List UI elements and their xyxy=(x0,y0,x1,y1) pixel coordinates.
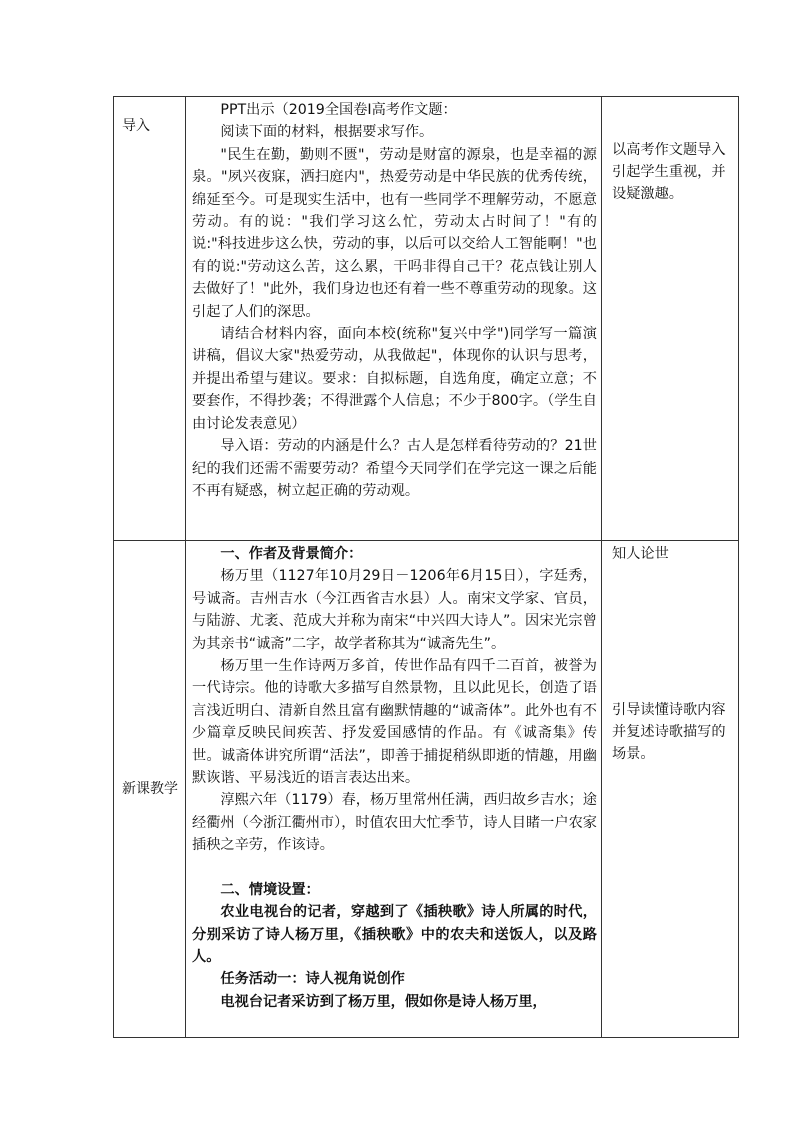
table-row-intro xyxy=(114,97,739,541)
section-2-paragraph: 农业电视台的记者，穿越到了《插秧歌》诗人所属的时代，分别采访了诗人杨万里，《插秧歌》中的农夫和送饭人，以及路人。 xyxy=(192,904,597,965)
section-2-title: 二、情境设置： xyxy=(220,881,320,898)
section-1-title: 一、作者及背景简介： xyxy=(220,546,363,562)
new-lesson-note-2: 引导读懂诗歌内容并复述诗歌描写的场景。 xyxy=(612,702,726,762)
new-lesson-content xyxy=(186,541,602,1038)
section-1-paragraph-3: 淳熙六年（1179）春，杨万里常州任满，西归故乡吉水；途经衢州（今浙江衢州市），时值农田大忙季节，诗人目睹一户农家插秧之辛劳，作该诗。 xyxy=(192,792,597,854)
intro-paragraph-2: 阅读下面的材料，根据要求写作。 xyxy=(220,124,434,141)
row-label-intro: 导入 xyxy=(114,97,186,541)
task-1-paragraph: 电视台记者采访到了杨万里，假如你是诗人杨万里， xyxy=(220,993,547,1010)
table-row-new-lesson xyxy=(114,541,739,1038)
intro-content xyxy=(186,97,602,541)
spacer xyxy=(192,857,597,879)
new-lesson-note-cell xyxy=(602,541,739,1038)
section-1-paragraph-1: 杨万里（1127年10月29日－1206年6月15日），字廷秀，号诚斋。吉州吉水（今江西省吉水县）人。南宋文学家、官员，与陆游、尤袤、范成大并称为南宋“中兴四大诗人”。因宋光宗曾为其亲书“诚斋”二字，故学者称其为“诚斋先生”。 xyxy=(192,568,597,652)
new-lesson-note-1: 知人论世 xyxy=(612,546,669,562)
row-label-new-lesson: 新课教学 xyxy=(114,541,186,1038)
section-1-paragraph-2: 杨万里一生作诗两万多首，传世作品有四千二百首，被誉为一代诗宗。他的诗歌大多描写自然景物，且以此见长，创造了语言浅近明白、清新自然且富有幽默情趣的“诚斋体”。此外也有不少篇章反映民间疾苦、抒发爱国感情的作品。有《诚斋集》传世。诚斋体讲究所谓“活法”，即善于捕捉稍纵即逝的情趣，用幽默诙谐、平易浅近的语言表达出来。 xyxy=(192,658,597,787)
task-1-title: 任务活动一：诗人视角说创作 xyxy=(220,971,405,988)
intro-paragraph-5: 导入语：劳动的内涵是什么？古人是怎样看待劳动的？21世纪的我们还需不需要劳动？希望今天同学们在学完这一课之后能不再有疑惑，树立起正确的劳动观。 xyxy=(192,438,597,499)
intro-note-cell xyxy=(602,97,739,541)
intro-paragraph-1: PPT出示（2019全国卷Ⅰ高考作文题： xyxy=(220,102,457,118)
intro-note: 以高考作文题导入引起学生重视，并设疑激趣。 xyxy=(612,142,726,202)
intro-paragraph-4: 请结合材料内容，面向本校(统称"复兴中学")同学写一篇演讲稿，倡议大家"热爱劳动，从我做起"，体现你的认识与思考，并提出希望与建议。要求：自拟标题，自选角度，确定立意；不要套作，不得抄袭；不得泄露个人信息；不少于800字。（学生自由讨论发表意见） xyxy=(192,326,597,432)
lesson-plan-table xyxy=(113,96,739,1038)
intro-paragraph-3: "民生在勤，勤则不匮"，劳动是财富的源泉，也是幸福的源泉。"夙兴夜寐，洒扫庭内"，热爱劳动是中华民族的优秀传统，绵延至今。可是现实生活中，也有一些同学不理解劳动，不愿意劳动。有的说："我们学习这么忙，劳动太占时间了！"有的说:"科技进步这么快，劳动的事，以后可以交给人工智能啊！"也有的说:"劳动这么苦，这么累，干吗非得自己干？花点钱让别人去做好了！"此外，我们身边也还有着一些不尊重劳动的现象。这引起了人们的深思。 xyxy=(192,146,597,320)
